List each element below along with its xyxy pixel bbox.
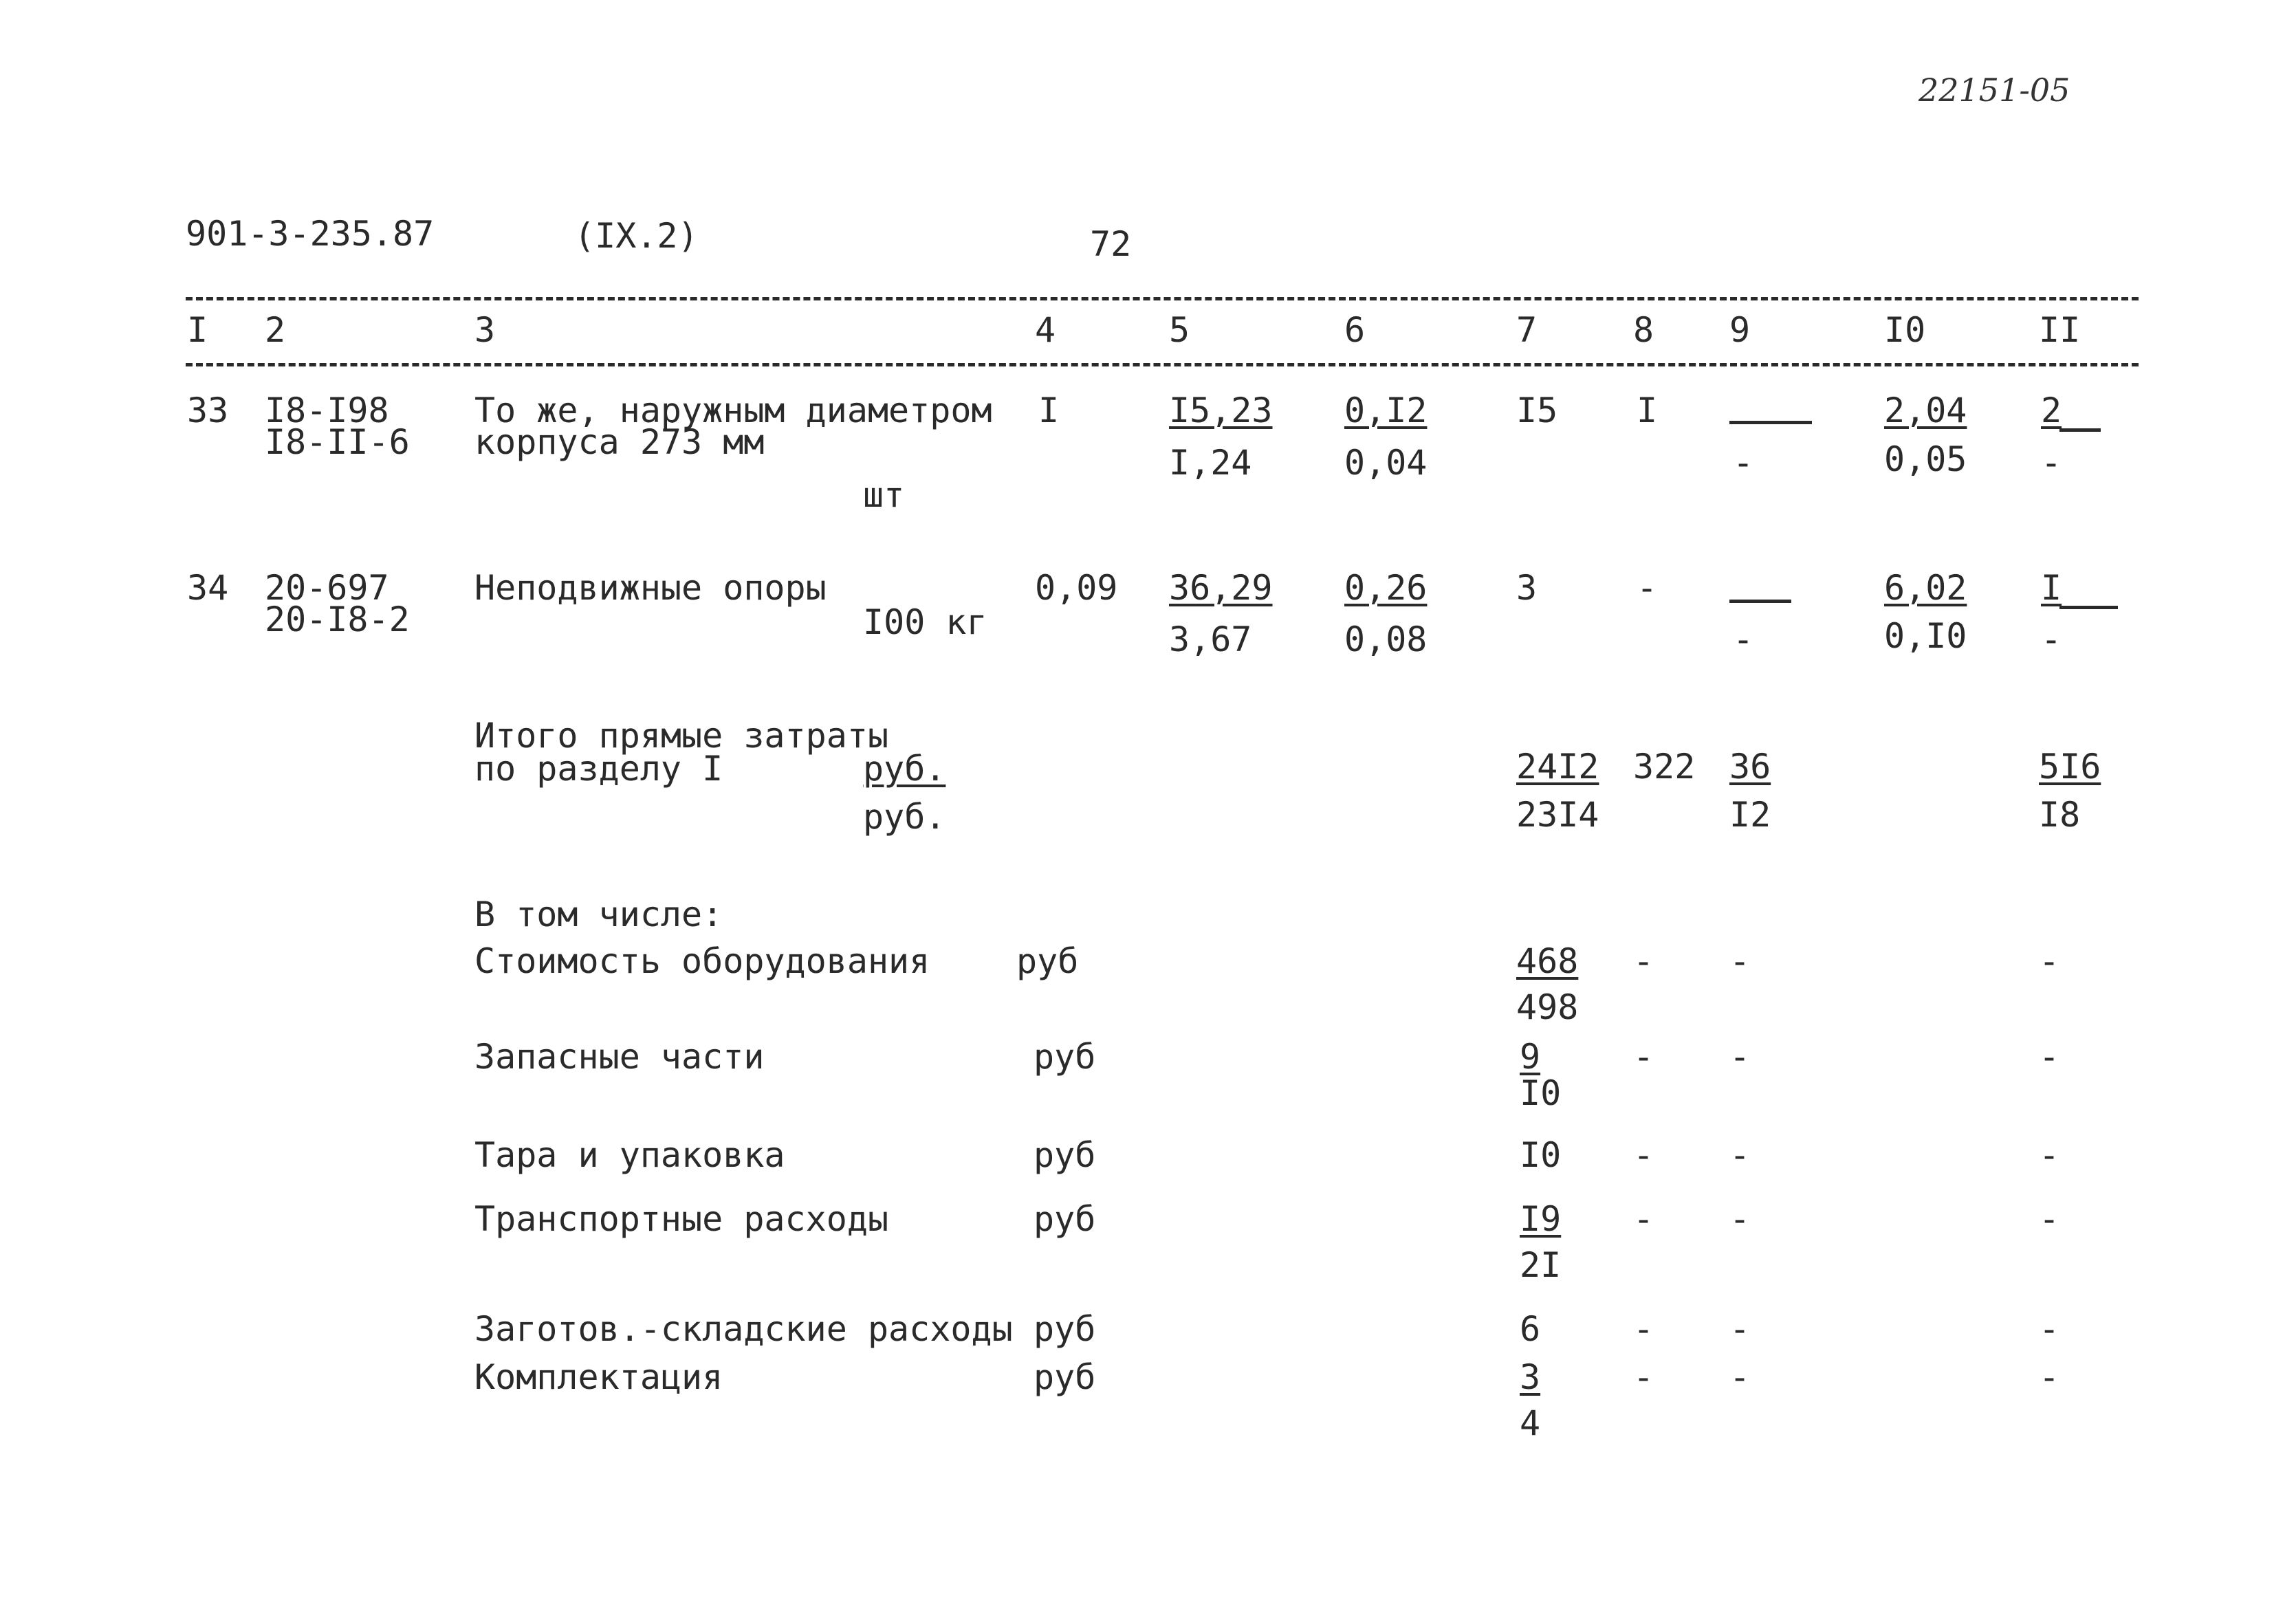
total-label-cont: по разделу I: [474, 749, 723, 789]
cost-col8: -: [1633, 941, 1654, 981]
total-unit: руб.: [863, 749, 946, 789]
cost-col8: -: [1633, 1199, 1654, 1239]
cost-top: 6: [1520, 1309, 1541, 1349]
cost-unit: руб: [1034, 1357, 1096, 1397]
col-header-6: 6: [1344, 310, 1366, 350]
col9-bottom: -: [1733, 619, 1754, 659]
col11-bottom: -: [2041, 443, 2062, 483]
archive-stamp: 22151-05: [1918, 72, 2070, 109]
cost-col11: -: [2039, 1309, 2060, 1349]
header-top-rule: [186, 297, 2139, 300]
cost-label: Заготов.-складские расходы: [474, 1309, 1013, 1349]
cost-unit: руб: [1034, 1309, 1096, 1349]
cost-label: Комплектация: [474, 1357, 723, 1397]
col11-top: 2: [2041, 391, 2062, 430]
total-col7-top: 24I2: [1516, 747, 1599, 787]
cost-top: 3: [1520, 1357, 1541, 1397]
col5-top: 36,29: [1169, 568, 1273, 608]
col-header-7: 7: [1516, 310, 1538, 350]
row-number: 33: [187, 391, 229, 430]
cost-unit: руб: [1034, 1199, 1096, 1239]
total-label: Итого прямые затраты: [474, 716, 889, 756]
cost-col9: -: [1729, 1309, 1751, 1349]
col5-top: I5,23: [1169, 391, 1273, 430]
col10-bottom: 0,05: [1884, 439, 1967, 479]
cost-col9: -: [1729, 1199, 1751, 1239]
col6-top: 0,26: [1344, 568, 1428, 608]
col8-value: -: [1637, 568, 1658, 608]
cost-top: I9: [1520, 1199, 1562, 1239]
section-code: (IX.2): [574, 216, 699, 256]
col-header-8: 8: [1633, 310, 1654, 350]
col-header-4: 4: [1035, 310, 1056, 350]
unit: шт: [863, 475, 905, 515]
col11-underline: [2059, 428, 2101, 432]
cost-unit: руб: [1034, 1135, 1096, 1175]
item-description: Неподвижные опоры: [474, 568, 827, 608]
col6-top: 0,I2: [1344, 391, 1428, 430]
item-description: То же, наружным диаметром: [474, 391, 992, 430]
cost-col11: -: [2039, 1357, 2060, 1397]
cost-bottom: 2I: [1520, 1245, 1562, 1285]
cost-label: Тара и упаковка: [474, 1135, 785, 1175]
col-header-5: 5: [1169, 310, 1190, 350]
header-bottom-rule: [186, 363, 2139, 366]
total-col7-bottom: 23I4: [1516, 795, 1599, 835]
cost-top: 9: [1520, 1037, 1541, 1077]
price-code-secondary: I8-II-6: [265, 422, 410, 462]
cost-col11: -: [2039, 1199, 2060, 1239]
col10-bottom: 0,I0: [1884, 616, 1967, 656]
col-header-9: 9: [1729, 310, 1751, 350]
quantity: 0,09: [1035, 568, 1118, 608]
price-code: 20-697: [265, 568, 389, 608]
col-header-1: I: [187, 310, 208, 350]
page-number: 72: [1090, 224, 1132, 264]
cost-unit: руб: [1016, 941, 1079, 981]
cost-col11: -: [2039, 941, 2060, 981]
cost-label: Запасные части: [474, 1037, 765, 1077]
total-col9-top: 36: [1729, 747, 1771, 787]
total-col8: 322: [1633, 747, 1696, 787]
total-col11-bottom: I8: [2039, 795, 2081, 835]
cost-col9: -: [1729, 1357, 1751, 1397]
cost-col11: -: [2039, 1037, 2060, 1077]
col9-bottom: -: [1733, 443, 1754, 483]
cost-col8: -: [1633, 1357, 1654, 1397]
cost-col9: -: [1729, 1037, 1751, 1077]
cost-label: Стоимость оборудования: [474, 941, 930, 981]
col11-bottom: -: [2041, 619, 2062, 659]
cost-bottom: 4: [1520, 1403, 1541, 1443]
col-header-3: 3: [474, 310, 496, 350]
including-title: В том числе:: [474, 895, 723, 934]
cost-col11: -: [2039, 1135, 2060, 1175]
col-header-2: 2: [265, 310, 286, 350]
col5-bottom: 3,67: [1169, 619, 1252, 659]
row-number: 34: [187, 568, 229, 608]
total-col11-top: 5I6: [2039, 747, 2101, 787]
col8-value: I: [1637, 391, 1658, 430]
col10-top: 2,04: [1884, 391, 1967, 430]
col10-top: 6,02: [1884, 568, 1967, 608]
item-description-cont: корпуса 273 мм: [474, 422, 765, 462]
quantity: I: [1038, 391, 1060, 430]
cost-bottom: I0: [1520, 1073, 1562, 1113]
cost-col9: -: [1729, 941, 1751, 981]
cost-col8: -: [1633, 1135, 1654, 1175]
total-col9-bottom: I2: [1729, 795, 1771, 835]
document-code: 901-3-235.87: [186, 214, 435, 254]
total-unit-second: руб.: [863, 797, 946, 837]
cost-label: Транспортные расходы: [474, 1199, 889, 1239]
col-header-10: I0: [1884, 310, 1926, 350]
col11-underline: [2059, 606, 2118, 609]
cost-col8: -: [1633, 1037, 1654, 1077]
cost-bottom: 498: [1516, 987, 1579, 1027]
cost-col9: -: [1729, 1135, 1751, 1175]
col11-top: I: [2041, 568, 2062, 608]
col6-bottom: 0,04: [1344, 443, 1428, 483]
col7-value: I5: [1516, 391, 1558, 430]
cost-top: I0: [1520, 1135, 1562, 1175]
col9-top-dash: [1729, 600, 1791, 603]
col9-top-dash: [1729, 421, 1812, 424]
col7-value: 3: [1516, 568, 1538, 608]
price-code-secondary: 20-I8-2: [265, 600, 410, 639]
price-code: I8-I98: [265, 391, 389, 430]
col5-bottom: I,24: [1169, 443, 1252, 483]
col-header-11: II: [2039, 310, 2081, 350]
col6-bottom: 0,08: [1344, 619, 1428, 659]
unit: I00 кг: [863, 602, 987, 642]
cost-col8: -: [1633, 1309, 1654, 1349]
cost-top: 468: [1516, 941, 1579, 981]
cost-unit: руб: [1034, 1037, 1096, 1077]
